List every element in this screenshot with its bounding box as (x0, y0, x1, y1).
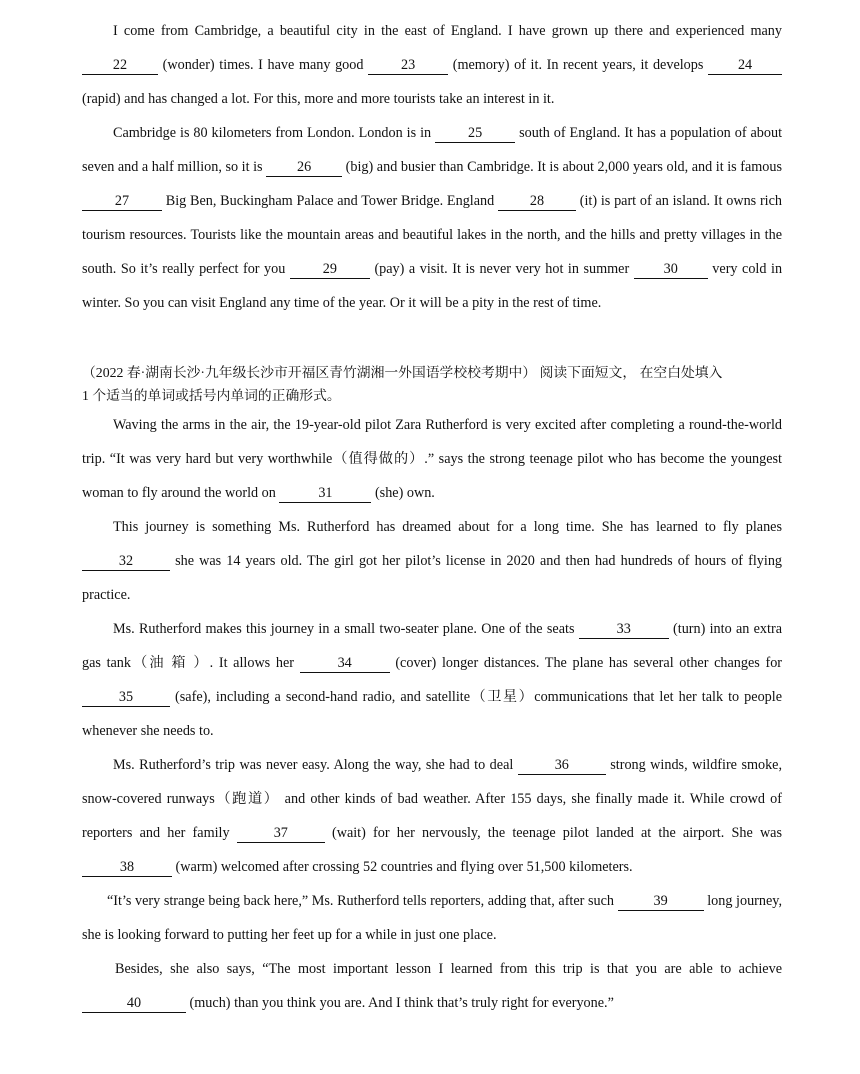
passage2-paragraph-4: Ms. Rutherford’s trip was never easy. Along the way, she had to deal 36 strong winds, wildfire smoke, snow-covered runways（跑道） and other kinds of bad weather. After 155 days, she finally made it. While crowd of reporters and her family 37 (wait) for her nervously, the teenage pilot landed at the airport. She was 38 (warm) welcomed after crossing 52 countries and flying over 51,500 kilometers. (82, 757, 783, 875)
passage1-paragraph-2: Cambridge is 80 kilometers from London. London is in 25 south of England. It has a population of about seven and a half million, so it is 26 (big) and busier than Cambridge. It is about 2,000 years old, and it is famous 27 Big Ben, Buckingham Palace and Tower Bridge. England 28 (it) is part of an island. It owns rich tourism resources. Tourists like the mountain areas and beautiful lakes in the north, and the hills and pretty villages in the south. So it’s really perfect for you 29 (pay) a visit. It is never very hot in summer 30 very cold in winter. So you can visit England any time of the year. Or it will be a pity in the rest of time. (82, 125, 783, 311)
passage2-paragraph-6: Besides, she also says, “The most important lesson I learned from this trip is that you are able to achieve 40 (much) than you think you are. And I think that’s truly right for everyone.” (82, 952, 782, 1020)
blank-28[interactable]: 28 (498, 193, 576, 211)
blank-26[interactable]: 26 (266, 159, 342, 177)
blank-24[interactable]: 24 (708, 57, 782, 75)
blank-27[interactable]: 27 (82, 193, 162, 211)
source-note: （2022 春·湖南长沙·九年级长沙市开福区青竹湖湘一外国语学校校考期中） 阅读下面短文， 在空白处填入 (82, 365, 723, 380)
blank-33[interactable]: 33 (579, 621, 669, 639)
blank-31[interactable]: 31 (279, 485, 371, 503)
blank-23[interactable]: 23 (368, 57, 448, 75)
passage2-paragraph-5: “It’s very strange being back here,” Ms. Rutherford tells reporters, adding that, after such 39 long journey, she is looking forward to putting her feet up for a while in just one place. (82, 893, 783, 943)
blank-30[interactable]: 30 (634, 261, 708, 279)
blank-29[interactable]: 29 (290, 261, 370, 279)
instruction: 1 个适当的单词或括号内单词的正确形式。 (82, 388, 341, 403)
document-page (82, 14, 782, 1020)
blank-22[interactable]: 22 (82, 57, 158, 75)
blank-34[interactable]: 34 (300, 655, 390, 673)
passage2-paragraph-2: This journey is something Ms. Rutherford has dreamed about for a long time. She has learned to fly planes 32 she was 14 years old. The girl got her pilot’s license in 2020 and then had hundreds of hours of flying practice. (82, 519, 783, 603)
passage1-paragraph-1: I come from Cambridge, a beautiful city in the east of England. I have grown up there and experienced many 22 (wonder) times. I have many good 23 (memory) of it. In recent years, it develops 24 (rapid) and has changed a lot. For this, more and more tourists take an interest in it. (82, 23, 782, 107)
blank-32[interactable]: 32 (82, 553, 170, 571)
passage2-paragraph-3: Ms. Rutherford makes this journey in a small two-seater plane. One of the seats 33 (turn) into an extra gas tank（油 箱 ）. It allows her 34 (cover) longer distances. The plane has several other changes for 35 (safe), including a second-hand radio, and satellite（卫星）communications that let her talk to people whenever she needs to. (82, 621, 783, 739)
blank-36[interactable]: 36 (518, 757, 606, 775)
blank-25[interactable]: 25 (435, 125, 515, 143)
blank-37[interactable]: 37 (237, 825, 325, 843)
blank-38[interactable]: 38 (82, 859, 172, 877)
blank-35[interactable]: 35 (82, 689, 170, 707)
blank-39[interactable]: 39 (618, 893, 704, 911)
passage2-paragraph-1: Waving the arms in the air, the 19-year-old pilot Zara Rutherford is very excited after completing a round-the-world trip. “It was very hard but very worthwhile（值得做的）.” says the strong teenage pilot who has become the youngest woman to fly around the world on 31 (she) own. (82, 417, 782, 501)
blank-40[interactable]: 40 (82, 995, 186, 1013)
